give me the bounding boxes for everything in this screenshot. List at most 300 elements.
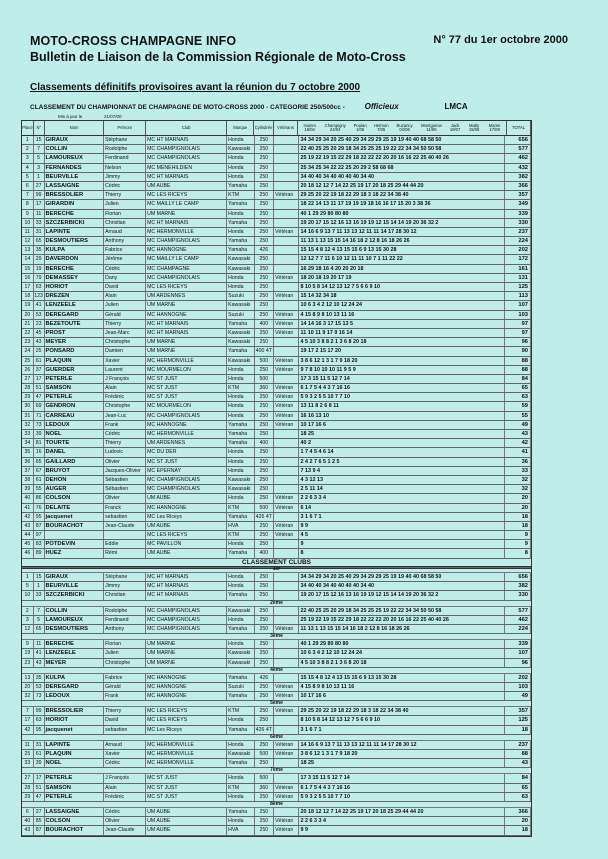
place-cell: 1	[22, 136, 34, 144]
points-cell: 12 12 7 7 11 6 10 12 11 11 10 7 1 11 22 22	[299, 255, 505, 263]
brand-cell: Yamaha	[227, 726, 254, 734]
veteran-cell: Vétéran	[274, 402, 298, 410]
club-cell: MC HT MARNAIS	[146, 320, 227, 328]
place-cell: 36	[22, 458, 34, 466]
number-cell: 61	[34, 476, 45, 484]
brand-cell: Honda	[227, 458, 254, 466]
place-cell: 30	[22, 402, 34, 410]
brand-cell: Kawasaki	[227, 357, 254, 365]
brand-cell: Honda	[227, 412, 254, 420]
table-row	[22, 329, 531, 338]
place-cell: 18	[22, 292, 34, 300]
number-cell: 79	[34, 274, 45, 282]
place-cell: 9	[22, 210, 34, 218]
number-cell: 123	[34, 293, 43, 300]
veteran-cell	[274, 485, 298, 493]
club-cell: MC CHAMPIGNOLAIS	[146, 607, 227, 615]
subtitle-text: CLASSEMENT DU CHAMPIONNAT DE CHAMPAGNE DE MOTO-CROSS 2000 - CATEGORIE 250/500cc -	[30, 104, 345, 111]
name-cell: DAVERDON	[45, 255, 105, 263]
veteran-cell: Vétéran	[274, 228, 298, 236]
points-cell: 34 34 29 34 20 25 40 29 34 29 29 25 19 19 40 40 68 58 50	[299, 136, 505, 144]
place-cell: 4	[22, 164, 34, 172]
page-header	[30, 34, 590, 64]
cylinder-cell: 426	[255, 246, 275, 254]
points-cell: 40 1 29 29 80 80 80	[299, 640, 505, 648]
name-cell: DEHON	[45, 476, 105, 484]
number-cell: 83	[34, 540, 45, 548]
points-cell: 20 18 12 12 7 14 22 25 19 17 20 18 25 29 44 44 20	[299, 808, 505, 816]
brand-cell: Honda	[227, 793, 254, 801]
name-cell	[45, 531, 105, 539]
firstname-cell: Gérald	[104, 683, 146, 691]
place-cell: 3	[22, 616, 34, 624]
name-cell: PONSARD	[45, 347, 105, 355]
col-r4: Hermon 7/05	[373, 122, 389, 132]
veteran-cell	[274, 674, 298, 682]
firstname-cell: Jean-Claude	[104, 826, 146, 834]
points-cell: 14 16 6 9 13 7 11 13 13 12 11 11 14 17 28 30 12	[299, 228, 505, 236]
veteran-cell	[274, 716, 298, 724]
firstname-cell: Florian	[104, 210, 146, 218]
firstname-cell: Cédric	[104, 808, 146, 816]
brand-cell: Honda	[227, 210, 254, 218]
cylinder-cell: 250	[255, 607, 275, 615]
name-cell: DESMOUTIERS	[45, 625, 105, 633]
brand-cell: Yamaha	[227, 430, 254, 438]
name-cell: LASSAIGNE	[45, 808, 105, 816]
club-cell: MC CHAMPIGNOLAIS	[146, 145, 227, 153]
veteran-cell	[274, 649, 298, 657]
number-cell: 31	[34, 228, 45, 236]
total-cell: 656	[505, 573, 531, 581]
club-cell: MC Les Riceys	[146, 513, 227, 521]
club-cell: MC CHAMPIGNOLAIS	[146, 154, 227, 162]
name-cell: PETERLE	[45, 793, 105, 801]
points-cell: 3 1 6 7 1	[299, 726, 505, 734]
total-cell: 20	[505, 817, 531, 825]
number-cell: 89	[34, 549, 45, 557]
cylinder-cell: 250	[255, 625, 275, 633]
club-cell: UM AUBE	[146, 522, 227, 530]
club-cell: UM MARNE	[146, 649, 227, 657]
table-row	[22, 448, 531, 457]
club-cell: MC MOURMELON	[146, 366, 227, 374]
name-cell: TOURTE	[45, 439, 105, 447]
points-cell: 6 1 7 5 4 4 3 7 16 16	[299, 384, 505, 392]
total-cell: 131	[505, 274, 531, 282]
number-cell: 33	[34, 219, 45, 227]
place-cell: 38	[22, 476, 34, 484]
name-cell: BERECHE	[45, 210, 105, 218]
total-cell: 97	[505, 320, 531, 328]
club-cell: MC HANNOGNE	[146, 674, 227, 682]
veteran-cell	[274, 375, 298, 383]
table-row	[22, 402, 531, 411]
col-marque: Marque	[227, 121, 254, 135]
brand-cell: Honda	[227, 817, 254, 825]
cylinder-cell: 500	[255, 774, 275, 782]
firstname-cell: Christophe	[104, 402, 146, 410]
cylinder-cell: 250	[255, 366, 275, 374]
total-cell: 33	[505, 467, 531, 475]
firstname-cell: Sébastien	[104, 476, 146, 484]
col-r3: Poulan 1/05	[353, 122, 367, 132]
firstname-cell: Thierry	[104, 707, 146, 715]
club-cell: MC ST JUST	[146, 784, 227, 792]
total-cell: 224	[505, 237, 531, 245]
points-cell: 4 5 10 3 8 8 2 1 3 6 8 20 18	[299, 338, 505, 346]
table-row	[22, 522, 531, 531]
name-cell: BERECHE	[45, 640, 105, 648]
veteran-cell	[274, 301, 298, 309]
club-cell: MC HT MARNAIS	[146, 573, 227, 581]
table-row	[22, 674, 531, 683]
place-cell: 21	[22, 320, 34, 328]
veteran-cell: Vétéran	[274, 784, 298, 792]
club-rank-label: 4ème	[22, 668, 531, 674]
col-r6: Montgueux 11/06	[421, 122, 442, 132]
place-cell: 12	[22, 237, 34, 245]
name-cell: DEREGARD	[45, 683, 105, 691]
number-cell: 35	[34, 674, 45, 682]
place-cell: 16	[22, 274, 34, 282]
total-cell: 18	[505, 726, 531, 734]
brand-cell: Honda	[227, 274, 254, 282]
place-cell: 17	[22, 283, 34, 291]
firstname-cell: Arnaud	[104, 228, 146, 236]
total-cell: 382	[505, 582, 531, 590]
brand-cell: Honda	[227, 716, 254, 724]
number-cell: 5	[34, 616, 45, 624]
points-cell: 4 3 12 13	[299, 476, 505, 484]
number-cell: 61	[34, 357, 45, 365]
standings-table	[21, 120, 532, 569]
name-cell: LAMOUREUX	[45, 154, 105, 162]
veteran-cell	[274, 283, 298, 291]
points-cell: 5 9 3 2 5 5 10 7 7 10	[299, 393, 505, 401]
club-cell: MC ST JUST	[146, 458, 227, 466]
table-row	[22, 164, 531, 173]
firstname-cell: Christophe	[104, 659, 146, 667]
veteran-cell	[274, 513, 298, 521]
table-row	[22, 320, 531, 329]
number-cell: 41	[34, 649, 45, 657]
place-cell: 44	[22, 531, 34, 539]
brand-cell: Yamaha	[227, 759, 254, 767]
points-cell: 11 10 11 9 17 9 16 14	[299, 329, 505, 337]
brand-cell: Yamaha	[227, 237, 254, 245]
points-cell: 16 29 18 16 4 20 20 20 18	[299, 265, 505, 273]
number-cell: 86	[34, 494, 45, 502]
place-cell: 2	[22, 607, 34, 615]
cylinder-cell: 250	[255, 292, 275, 300]
place-cell: 11	[22, 741, 34, 749]
table-row	[22, 467, 531, 476]
club-cell: UM MARNE	[146, 301, 227, 309]
name-cell: BOURACHOT	[45, 522, 105, 530]
name-cell: BRUYOT	[45, 467, 105, 475]
number-cell: 17	[34, 200, 45, 208]
place-cell: 35	[22, 448, 34, 456]
clubs-title: CLASSEMENT CLUBS	[22, 559, 531, 568]
place-cell: 12	[22, 625, 34, 633]
firstname-cell: Thierry	[104, 320, 146, 328]
firstname-cell: Stéphane	[104, 573, 146, 581]
brand-cell: Kawasaki	[227, 659, 254, 667]
club-cell: UM MARNE	[146, 640, 227, 648]
table-row	[22, 136, 531, 145]
club-cell: UM MARNE	[146, 210, 227, 218]
place-cell: 5	[22, 582, 34, 590]
brand-cell: KTM	[227, 384, 254, 392]
cylinder-cell: 360	[255, 784, 275, 792]
brand-cell: Honda	[227, 366, 254, 374]
place-cell: 33	[22, 430, 34, 438]
veteran-cell: Vétéran	[274, 274, 298, 282]
table-row	[22, 366, 531, 375]
total-cell: 20	[505, 504, 531, 512]
number-cell: 11	[34, 210, 45, 218]
brand-cell: Yamaha	[227, 347, 254, 355]
firstname-cell: Eddie	[104, 540, 146, 548]
total-cell: 103	[505, 311, 531, 319]
firstname-cell: Xavier	[104, 357, 146, 365]
veteran-cell: Vétéran	[274, 750, 298, 758]
name-cell: NOEL	[45, 759, 105, 767]
name-cell: AUGER	[45, 485, 105, 493]
name-cell: LEDOUX	[45, 692, 105, 700]
name-cell: SZCZERBICKI	[45, 219, 105, 227]
brand-cell: Yamaha	[227, 219, 254, 227]
cylinder-cell: 500	[255, 750, 275, 758]
veteran-cell	[274, 726, 298, 734]
firstname-cell: Jacques-Olivier	[104, 467, 146, 475]
points-cell: 19 20 17 15 12 16 13 16 19 19 12 15 14 14 19 20 36 32 2	[299, 591, 505, 599]
points-cell: 29 25 20 22 19 18 22 29 18 3 18 22 34 38 40	[299, 191, 505, 199]
name-cell: PLAQUIN	[45, 357, 105, 365]
place-cell: 11	[22, 228, 34, 236]
cylinder-cell: 250	[255, 692, 275, 700]
name-cell: LEDOUX	[45, 421, 105, 429]
place-cell: 32	[22, 421, 34, 429]
number-cell: 43	[34, 659, 45, 667]
veteran-cell	[274, 573, 298, 581]
veteran-cell	[274, 136, 298, 144]
firstname-cell: sebastien	[104, 726, 146, 734]
total-cell: 237	[505, 228, 531, 236]
points-cell: 4 5	[299, 531, 505, 539]
cylinder-cell: 250	[255, 164, 275, 172]
club-cell: UM ARDENNES	[146, 439, 227, 447]
points-cell: 2 5 11 14	[299, 485, 505, 493]
brand-cell: Yamaha	[227, 513, 254, 521]
place-cell: 5	[22, 173, 34, 181]
name-cell: LAPINTE	[45, 741, 105, 749]
veteran-cell: Vétéran	[274, 741, 298, 749]
number-cell: 95	[34, 513, 45, 521]
table-row	[22, 784, 531, 793]
points-cell: 2 4 2 7 6 5 1 2 5	[299, 458, 505, 466]
brand-cell: Honda	[227, 741, 254, 749]
veteran-cell	[274, 430, 298, 438]
brand-cell: Suzuki	[227, 311, 254, 319]
number-cell: 7	[34, 145, 45, 153]
club-cell: UM AUBE	[146, 817, 227, 825]
name-cell: DREZEN	[45, 292, 105, 300]
table-row	[22, 265, 531, 274]
table-row	[22, 347, 531, 356]
total-cell: 55	[505, 412, 531, 420]
name-cell: DANEL	[45, 448, 105, 456]
brand-cell: Honda	[227, 173, 254, 181]
number-cell: 99	[34, 191, 45, 199]
cylinder-cell: 250	[255, 531, 275, 539]
club-cell: MC HANNOGNE	[146, 504, 227, 512]
total-cell: 88	[505, 750, 531, 758]
place-cell: 25	[22, 357, 34, 365]
veteran-cell	[274, 448, 298, 456]
points-cell: 8 10 5 8 14 12 13 12 7 5 6 6 9 10	[299, 283, 505, 291]
table-row	[22, 531, 531, 540]
brand-cell: Kawasaki	[227, 255, 254, 263]
brand-cell: Kawasaki	[227, 649, 254, 657]
cylinder-cell: 400	[255, 320, 275, 328]
points-cell: 25 19 22 19 15 22 29 18 22 22 22 20 20 16 16 22 25 40 40 26	[299, 616, 505, 624]
place-cell: 10	[22, 219, 34, 227]
firstname-cell: Frank	[104, 421, 146, 429]
name-cell: POTDEVIN	[45, 540, 105, 548]
veteran-cell	[274, 164, 298, 172]
brand-cell: Kawasaki	[227, 607, 254, 615]
table-row	[22, 439, 531, 448]
total-cell: 42	[505, 439, 531, 447]
championship-subtitle	[30, 102, 468, 111]
table-header	[22, 121, 531, 136]
veteran-cell	[274, 145, 298, 153]
club-cell: MC Les Riceys	[146, 726, 227, 734]
col-r2: Champigny 24/04	[324, 122, 346, 132]
total-cell: 18	[505, 513, 531, 521]
veteran-cell	[274, 607, 298, 615]
firstname-cell: Frédéric	[104, 393, 146, 401]
total-cell: 9	[505, 540, 531, 548]
club-cell: UM AUBE	[146, 182, 227, 190]
total-cell: 84	[505, 774, 531, 782]
place-cell: 46	[22, 549, 34, 557]
club-cell: MC MOURMELON	[146, 402, 227, 410]
name-cell: COLSON	[45, 494, 105, 502]
club-cell: MC CHAMPIGNOLAIS	[146, 476, 227, 484]
points-cell: 25 19 22 19 15 22 29 18 22 22 22 20 20 16 16 22 25 40 40 26	[299, 154, 505, 162]
number-cell: 43	[34, 338, 45, 346]
lmca-label: LMCA	[444, 102, 468, 111]
club-cell: MC HERMONVILLE	[146, 357, 227, 365]
firstname-cell: Fabrice	[104, 674, 146, 682]
total-cell: 577	[505, 145, 531, 153]
place-cell: 40	[22, 817, 34, 825]
col-num: N°	[34, 121, 45, 135]
firstname-cell: Cédric	[104, 759, 146, 767]
brand-cell: Honda	[227, 375, 254, 383]
veteran-cell: Vétéran	[274, 421, 298, 429]
brand-cell: Honda	[227, 582, 254, 590]
brand-cell: Suzuki	[227, 683, 254, 691]
col-club: Club	[146, 121, 227, 135]
brand-cell: Suzuki	[227, 292, 254, 300]
cylinder-cell: 250	[255, 494, 275, 502]
firstname-cell: Gérald	[104, 311, 146, 319]
cylinder-cell: 250	[255, 716, 275, 724]
number-cell: 17	[34, 375, 45, 383]
brand-cell: Honda	[227, 164, 254, 172]
name-cell: GENDRON	[45, 402, 105, 410]
firstname-cell: Olivier	[104, 458, 146, 466]
name-cell: jacquenet	[45, 513, 105, 521]
firstname-cell: Arnaud	[104, 741, 146, 749]
issue-number: N° 77 du 1er octobre 2000	[433, 34, 568, 46]
cylinder-cell: 250	[255, 522, 275, 530]
veteran-cell	[274, 467, 298, 475]
club-rank-label: 5ème	[22, 701, 531, 707]
brand-cell: Kawasaki	[227, 750, 254, 758]
name-cell: MEYER	[45, 659, 105, 667]
cylinder-cell: 400 4T	[255, 347, 275, 355]
total-cell: 172	[505, 255, 531, 263]
firstname-cell: Florian	[104, 640, 146, 648]
cylinder-cell: 250	[255, 640, 275, 648]
firstname-cell: J François	[104, 375, 146, 383]
club-cell: MC LES RICEYS	[146, 283, 227, 291]
firstname-cell: Fabrice	[104, 246, 146, 254]
col-rounds	[298, 121, 507, 135]
cylinder-cell: 250	[255, 191, 275, 199]
veteran-cell	[274, 246, 298, 254]
table-row	[22, 210, 531, 219]
col-r8: Matty 15/08	[468, 122, 480, 132]
name-cell: GIRAUX	[45, 573, 105, 581]
total-cell: 88	[505, 366, 531, 374]
number-cell: 67	[34, 467, 45, 475]
club-cell: MC LES RICEYS	[146, 716, 227, 724]
points-cell: 17 3 15 11 5 12 7 14	[299, 375, 505, 383]
firstname-cell: Julien	[104, 649, 146, 657]
brand-cell: Yamaha	[227, 692, 254, 700]
points-cell: 34 34 29 34 20 25 40 29 34 29 29 25 19 19 40 40 68 58 50	[299, 573, 505, 581]
name-cell: DELAITE	[45, 504, 105, 512]
col-r5: Buzancy 04/06	[396, 122, 413, 132]
club-cell: MC HANNOGNE	[146, 692, 227, 700]
table-row	[22, 421, 531, 430]
name-cell: NOEL	[45, 430, 105, 438]
total-cell: 656	[505, 136, 531, 144]
col-total: TOTAL	[507, 121, 531, 135]
points-cell: 3 1 6 7 1	[299, 513, 505, 521]
club-cell: MC ST JUST	[146, 375, 227, 383]
points-cell: 9 7 8 10 10 10 11 9 5 9	[299, 366, 505, 374]
brand-cell: Honda	[227, 573, 254, 581]
firstname-cell: Rodolphe	[104, 607, 146, 615]
total-cell: 96	[505, 338, 531, 346]
table-row	[22, 301, 531, 310]
number-cell: 87	[34, 826, 45, 834]
cylinder-cell: 500	[255, 504, 275, 512]
club-cell: MC LES RICEYS	[146, 191, 227, 199]
brand-cell: Yamaha	[227, 808, 254, 816]
brand-cell: Kawasaki	[227, 301, 254, 309]
cylinder-cell: 250	[255, 591, 275, 599]
brand-cell: Honda	[227, 448, 254, 456]
name-cell: COLSON	[45, 817, 105, 825]
